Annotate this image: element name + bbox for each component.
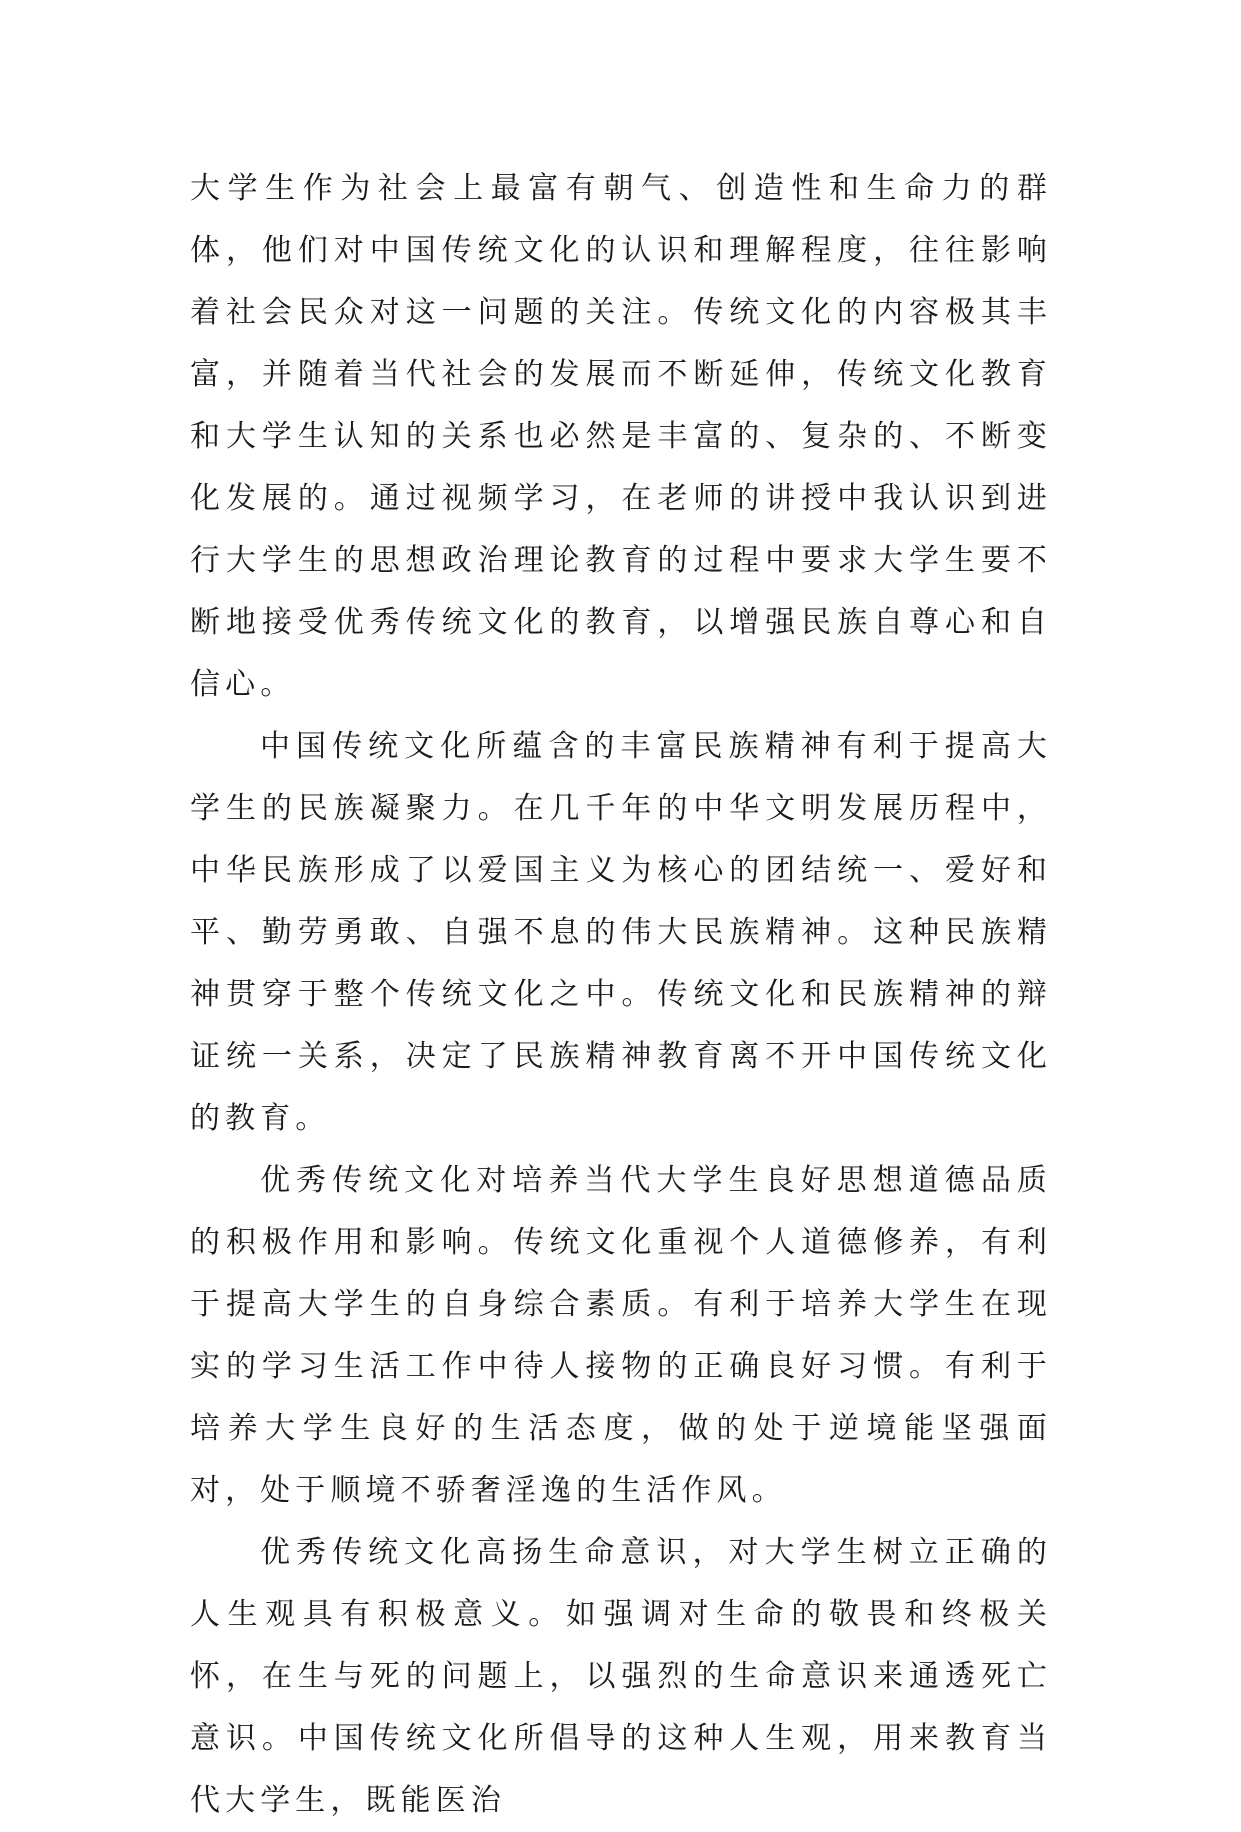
paragraph-2: 中国传统文化所蕴含的丰富民族精神有利于提高大学生的民族凝聚力。在几千年的中华文明发展历程中，中华民族形成了以爱国主义为核心的团结统一、爱好和平、勤劳勇敢、自强不息的伟大民族精神。这种民族精神贯穿于整个传统文化之中。传统文化和民族精神的辩证统一关系，决定了民族精神教育离不开中国传统文化的教育。 bbox=[190, 729, 1052, 1136]
document-body bbox=[190, 158, 1052, 1832]
paragraph-4: 优秀传统文化高扬生命意识，对大学生树立正确的人生观具有积极意义。如强调对生命的敬畏和终极关怀，在生与死的问题上，以强烈的生命意识来通透死亡意识。中国传统文化所倡导的这种人生观，用来教育当代大学生，既能医治 bbox=[190, 1535, 1052, 1818]
paragraph-3: 优秀传统文化对培养当代大学生良好思想道德品质的积极作用和影响。传统文化重视个人道德修养，有利于提高大学生的自身综合素质。有利于培养大学生在现实的学习生活工作中待人接物的正确良好习惯。有利于培养大学生良好的生活态度，做的处于逆境能坚强面对，处于顺境不骄奢淫逸的生活作风。 bbox=[190, 1163, 1052, 1508]
paragraph-1: 大学生作为社会上最富有朝气、创造性和生命力的群体，他们对中国传统文化的认识和理解程度，往往影响着社会民众对这一问题的关注。传统文化的内容极其丰富，并随着当代社会的发展而不断延伸，传统文化教育和大学生认知的关系也必然是丰富的、复杂的、不断变化发展的。通过视频学习，在老师的讲授中我认识到进行大学生的思想政治理论教育的过程中要求大学生要不断地接受优秀传统文化的教育，以增强民族自尊心和自信心。 bbox=[190, 171, 1052, 702]
